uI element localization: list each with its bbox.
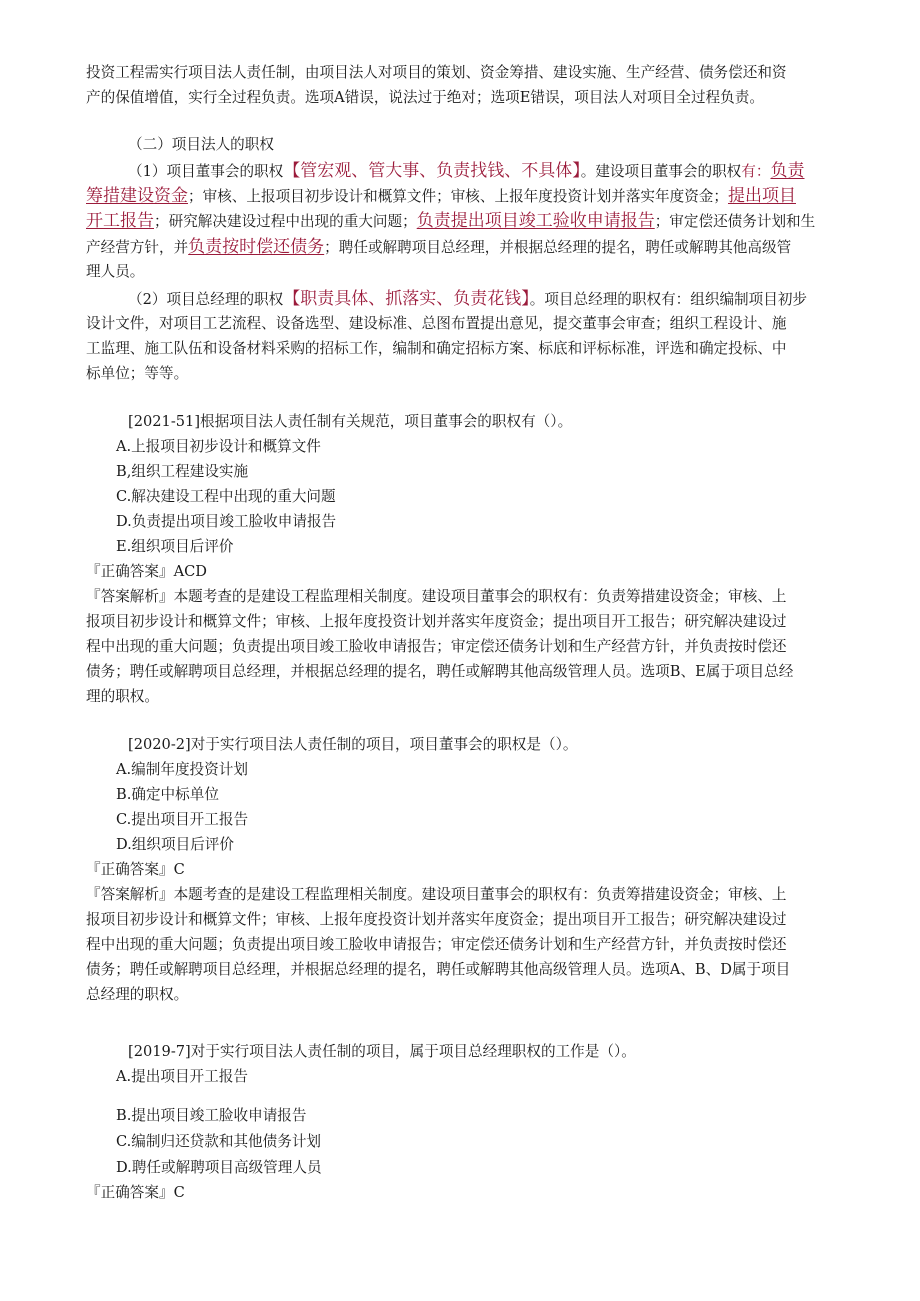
answer-analysis: 报项目初步设计和概算文件；审核、上报年度投资计划并落实年度资金；提出项目开工报告；研究解决建设过	[86, 613, 787, 630]
answer-analysis: 『答案解析』本题考查的是建设工程监理相关制度。建设项目董事会的职权有：负责筹措建设资金；审核、上	[86, 886, 787, 903]
highlight-text: 提出项目	[727, 186, 796, 206]
correct-answer: 『正确答案』C	[86, 861, 185, 878]
answer-analysis: 『答案解析』本题考查的是建设工程监理相关制度。建设项目董事会的职权有：负责筹措建设资金；审核、上	[86, 588, 787, 605]
highlight-keywords: 【管宏观、管大事、负责找钱、不具体】	[283, 161, 581, 181]
intro-line: 投资工程需实行项目法人责任制，由项目法人对项目的策划、资金筹措、建设实施、生产经营、债务偿还和资	[86, 64, 787, 81]
section-heading: （二）项目法人的职权	[128, 136, 274, 153]
board-powers-line: 产经营方针，并负责按时偿还债务；聘任或解聘项目总经理，并根据总经理的提名，聘任或解聘其他高级管	[86, 237, 792, 257]
board-powers-line: 开工报告；研究解决建设过程中出现的重大问题；负责提出项目竣工验收申请报告；审定偿还债务计划和生	[86, 211, 816, 231]
correct-answer: 『正确答案』C	[86, 1184, 185, 1201]
question-option: C.编制归还贷款和其他债务计划	[116, 1133, 322, 1150]
highlight-text: 负责按时偿还债务	[188, 237, 325, 257]
answer-analysis: 报项目初步设计和概算文件；审核、上报年度投资计划并落实年度资金；提出项目开工报告；研究解决建设过	[86, 911, 787, 928]
answer-analysis: 债务；聘任或解聘项目总经理，并根据总经理的提名，聘任或解聘其他高级管理人员。选项A、B、D属于项目	[86, 961, 791, 978]
question-option: E.组织项目后评价	[116, 538, 234, 555]
question-option: A.编制年度投资计划	[116, 761, 248, 778]
highlight-text: 筹措建设资金	[86, 186, 188, 206]
question-stem: [2019-7]对于实行项目法人责任制的项目，属于项目总经理职权的工作是（）。	[128, 1043, 636, 1060]
question-stem: [2020-2]对于实行项目法人责任制的项目，项目董事会的职权是（）。	[128, 736, 578, 753]
question-stem: [2021-51]根据项目法人责任制有关规范，项目董事会的职权有（）。	[128, 413, 573, 430]
intro-line: 产的保值增值，实行全过程负责。选项A错误，说法过于绝对；选项E错误，项目法人对项目全过程负责。	[86, 89, 764, 106]
question-option: B,组织工程建设实施	[116, 463, 249, 480]
manager-powers-line: 标单位；等等。	[86, 365, 189, 382]
question-option: A.提出项目开工报告	[116, 1068, 248, 1085]
answer-analysis: 总经理的职权。	[86, 986, 189, 1003]
board-powers-line: 筹措建设资金；审核、上报项目初步设计和概算文件；审核、上报年度投资计划并落实年度资金；提出项目	[86, 186, 796, 206]
manager-powers-line: 工监理、施工队伍和设备材料采购的招标工作，编制和确定招标方案、标底和评标标准，评选和确定投标、中	[86, 340, 787, 357]
question-option: C.提出项目开工报告	[116, 811, 249, 828]
highlight-text: 开工报告	[86, 211, 154, 231]
correct-answer: 『正确答案』ACD	[86, 563, 207, 580]
manager-powers-line: （2）项目总经理的职权【职责具体、抓落实、负责花钱】。项目总经理的职权有：组织编制项目初步	[128, 289, 808, 309]
manager-powers-line: 设计文件，对项目工艺流程、设备选型、建设标准、总图布置提出意见，提交董事会审查；组织工程设计、施	[86, 315, 787, 332]
question-option: D.组织项目后评价	[116, 836, 234, 853]
answer-analysis: 程中出现的重大问题；负责提出项目竣工脸收申请报告；审定偿还债务计划和生产经营方针，并负责按时偿还	[86, 936, 787, 953]
question-option: B.确定中标单位	[116, 786, 219, 803]
board-powers-line: （1）项目董事会的职权【管宏观、管大事、负责找钱、不具体】。建设项目董事会的职权有：负责	[128, 161, 805, 181]
question-option: A.上报项目初步设计和概算文件	[116, 438, 321, 455]
question-option: D.聘任或解聘项目高级管理人员	[116, 1159, 322, 1176]
highlight-text: 负责提出项目竣工验收申请报告	[416, 211, 655, 231]
highlight-keywords: 【职责具体、抓落实、负责花钱】	[283, 289, 530, 309]
answer-analysis: 程中出现的重大问题；负责提出项目竣工脸收申请报告；审定偿还债务计划和生产经营方针，并负责按时偿还	[86, 638, 787, 655]
question-option: C.解决建设工程中出现的重大问题	[116, 488, 336, 505]
highlight-text: 负责	[770, 161, 805, 181]
answer-analysis: 债务；聘任或解聘项目总经理，并根据总经理的提名，聘任或解聘其他高级管理人员。选项B、E属于项目总经	[86, 663, 794, 680]
question-option: B.提出项目竣工脸收申请报告	[116, 1107, 307, 1124]
question-option: D.负责提出项目竣工脸收申请报告	[116, 513, 337, 530]
board-powers-line: 理人员。	[86, 263, 145, 280]
answer-analysis: 理的职权。	[86, 688, 159, 705]
